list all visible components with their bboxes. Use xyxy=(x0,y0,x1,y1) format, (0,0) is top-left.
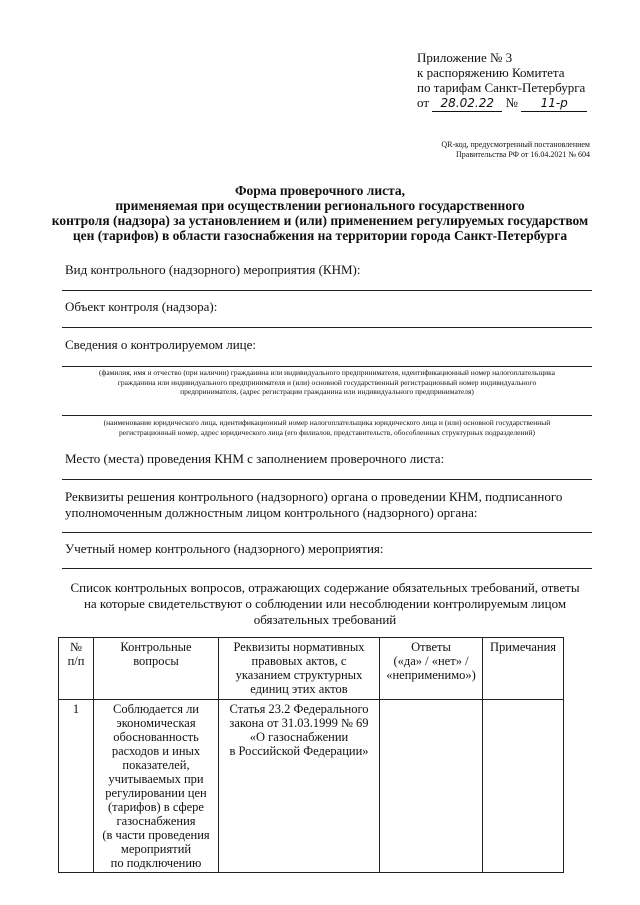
legal-entity-note xyxy=(62,418,592,437)
header-questions xyxy=(94,638,219,700)
table-header-row xyxy=(59,638,564,700)
header-answers-line-2: («да» / «нет» / xyxy=(393,654,469,668)
qr-note-line-2: Правительства РФ от 16.04.2021 № 604 xyxy=(456,150,590,159)
header-notes xyxy=(483,638,564,700)
header-number xyxy=(59,638,94,700)
header-acts-line-2: правовых актов, с xyxy=(251,654,347,668)
header-notes-text: Примечания xyxy=(489,640,557,654)
row-note-cell[interactable] xyxy=(483,700,564,873)
question-line: (тарифов) в сфере xyxy=(108,800,204,814)
number-value: 11-р xyxy=(521,96,587,112)
question-line: мероприятий xyxy=(120,842,192,856)
object-label: Объект контроля (надзора): xyxy=(65,299,218,314)
object-line[interactable] xyxy=(62,327,592,328)
date-prefix: от xyxy=(417,95,430,110)
event-type-label: Вид контрольного (надзорного) мероприятия (КНМ): xyxy=(65,262,361,277)
header-legal-acts xyxy=(219,638,380,700)
question-line: обоснованность xyxy=(113,730,199,744)
question-line: по подключению xyxy=(110,856,202,870)
intro-line-3: обязательных требований xyxy=(253,612,397,627)
account-number-line[interactable] xyxy=(62,568,592,569)
decision-line[interactable] xyxy=(62,532,592,533)
decision-line-1: Реквизиты решения контрольного (надзорного) органа о проведении КНМ, подписанного xyxy=(65,489,563,504)
title-line-1: Форма проверочного листа, xyxy=(234,183,406,198)
checklist-intro xyxy=(65,580,585,628)
question-line: (в части проведения xyxy=(102,828,210,842)
legal-act-line: закона от 31.03.1999 № 69 xyxy=(229,716,369,730)
title-line-4: цен (тарифов) в области газоснабжения на территории города Санкт-Петербурга xyxy=(72,228,568,243)
appendix-line-1: Приложение № 3 xyxy=(417,50,513,65)
table-row xyxy=(59,700,564,873)
legal-note-line-2: регистрационный номер, адрес юридического лица (его филиалов, представительств, обособленных структурных подразделений) xyxy=(118,427,535,437)
account-number-label: Учетный номер контрольного (надзорного) мероприятия: xyxy=(65,541,384,556)
question-line: расходов и иных xyxy=(111,744,201,758)
header-questions-text: Контрольные вопросы xyxy=(120,640,192,668)
row-number: 1 xyxy=(59,700,94,873)
person-note-line-2: гражданина или индивидуального предпринимателя и (или) основной государственный регистрационный номер индивидуального xyxy=(117,377,537,387)
row-answer-cell[interactable] xyxy=(380,700,483,873)
appendix-date-line xyxy=(417,95,587,112)
header-acts-line-4: единиц этих актов xyxy=(250,682,348,696)
person-note-line-1: (фамилия, имя и отчество (при наличии) гражданина или индивидуального предпринимателя, идентификационный номер налогоплательщика xyxy=(99,368,555,377)
row-legal-act xyxy=(219,700,380,873)
event-type-line[interactable] xyxy=(62,290,592,291)
header-acts-line-3: указанием структурных xyxy=(235,668,363,682)
appendix-block xyxy=(417,50,587,112)
question-line: регулировании цен xyxy=(105,786,207,800)
intro-line-2: на которые свидетельствуют о соблюдении или несоблюдении контролируемым лицом xyxy=(83,596,567,611)
person-info-label: Сведения о контролируемом лице: xyxy=(65,337,257,352)
intro-line-1: Список контрольных вопросов, отражающих содержание обязательных требований, ответы xyxy=(70,580,580,595)
qr-code-note xyxy=(380,140,590,160)
person-note-line-3: предпринимателя, (адрес регистрации гражданина или индивидуального предпринимателя) xyxy=(180,387,474,396)
row-question xyxy=(94,700,219,873)
header-answers-line-1: Ответы xyxy=(411,640,451,654)
legal-act-line: в Российской Федерации» xyxy=(229,744,369,758)
question-line: газоснабжения xyxy=(116,814,196,828)
question-line: показателей, xyxy=(122,758,190,772)
checklist-table xyxy=(58,637,564,873)
form-title xyxy=(40,183,600,243)
appendix-line-2: к распоряжению Комитета xyxy=(417,65,565,80)
legal-note-line-1: (наименование юридического лица, идентификационный номер налогоплательщика юридического лица и (или) основной государственный xyxy=(103,418,551,427)
header-number-line-2: п/п xyxy=(67,654,85,668)
title-line-2: применяемая при осуществлении регионального государственного xyxy=(115,198,525,213)
qr-note-line-1: QR-код, предусмотренный постановлением xyxy=(441,140,590,149)
header-number-line-1: № xyxy=(70,640,82,654)
legal-act-line: Статья 23.2 Федерального xyxy=(229,702,369,716)
number-prefix: № xyxy=(505,95,518,110)
title-line-3: контроля (надзора) за установлением и (или) применением регулируемых государством xyxy=(51,213,589,228)
decision-line-2: уполномоченным должностным лицом контрольного (надзорного) органа: xyxy=(65,505,478,520)
header-answers-line-3: «неприменимо») xyxy=(386,668,476,682)
question-line: Соблюдается ли xyxy=(113,702,199,716)
legal-act-line: «О газоснабжении xyxy=(249,730,349,744)
header-acts-line-1: Реквизиты нормативных xyxy=(233,640,365,654)
appendix-line-3: по тарифам Санкт-Петербурга xyxy=(417,80,586,95)
legal-entity-line[interactable] xyxy=(62,415,592,416)
date-value: 28.02.22 xyxy=(432,96,502,112)
decision-label xyxy=(65,489,562,521)
header-answers xyxy=(380,638,483,700)
question-line: экономическая xyxy=(116,716,196,730)
person-info-line[interactable] xyxy=(62,366,592,367)
question-line: учитываемых при xyxy=(108,772,204,786)
place-line[interactable] xyxy=(62,479,592,480)
person-info-note xyxy=(62,368,592,397)
place-label: Место (места) проведения КНМ с заполнением проверочного листа: xyxy=(65,451,445,466)
